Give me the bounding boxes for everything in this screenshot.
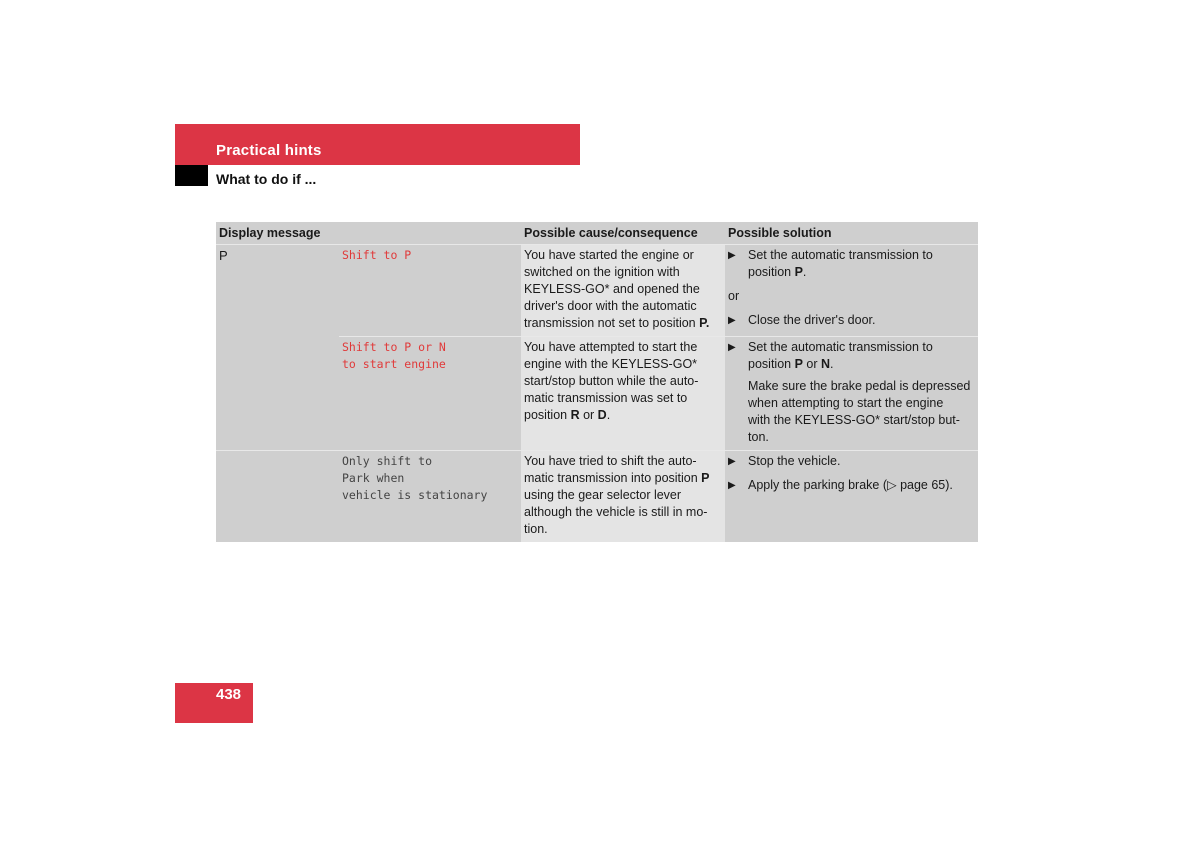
display-code [216, 245, 339, 451]
or-separator: or [728, 289, 740, 303]
message-line: Shift to P [342, 248, 412, 262]
solution-cell [725, 337, 978, 451]
solution-text: Set the automatic transmission to [748, 340, 933, 354]
arrow-right-icon: ▶ [728, 315, 736, 326]
table-row [216, 245, 978, 337]
message-line: Only shift to [342, 454, 433, 468]
page-subtitle: What to do if ... [216, 171, 317, 187]
cause-cell [521, 337, 725, 451]
cause-line [524, 470, 722, 487]
solution-step [728, 312, 975, 329]
arrow-right-icon: ▶ [728, 250, 736, 261]
solution-bold: P [794, 357, 803, 371]
cause-text: . [606, 408, 611, 422]
cause-bold: D [597, 408, 607, 422]
solution-step [728, 453, 975, 470]
solution-text: position [748, 357, 795, 371]
cause-line: using the gear selector lever [524, 488, 682, 502]
page-number: 438 [216, 686, 242, 703]
display-code [216, 451, 339, 543]
column-header-cause: Possible cause/consequence [521, 222, 725, 245]
cause-bold: R [570, 408, 580, 422]
solution-step [728, 339, 975, 373]
cause-text: or [579, 408, 598, 422]
arrow-right-icon: ▶ [728, 480, 736, 491]
message-line: Park when [342, 471, 405, 485]
cause-line: You have tried to shift the auto- [524, 454, 697, 468]
page-number-box [175, 683, 253, 723]
cause-bold: P [701, 471, 710, 485]
solution-cell [725, 451, 978, 543]
message-line: to start engine [342, 357, 446, 371]
solution-step-text [748, 339, 975, 373]
solution-cell [725, 245, 978, 337]
cause-line: KEYLESS-GO* and opened the [524, 282, 700, 296]
cause-line: switched on the ignition with [524, 265, 680, 279]
cause-line: You have attempted to start the [524, 340, 698, 354]
solution-note [748, 378, 975, 446]
table-header-row [216, 222, 978, 245]
solution-text: position [748, 265, 795, 279]
cause-line [524, 407, 722, 424]
solution-bold: P [794, 265, 803, 279]
section-title: Practical hints [216, 142, 322, 159]
column-header-display-message: Display message [216, 222, 521, 245]
message-line: Shift to P or N [342, 340, 446, 354]
cause-text: matic transmission into position [524, 471, 702, 485]
solution-step-text: Stop the vehicle. [748, 454, 841, 468]
note-line: when attempting to start the engine [748, 396, 944, 410]
display-code-text: P [219, 248, 228, 263]
note-line: Make sure the brake pedal is depressed [748, 379, 971, 393]
solution-text: or [802, 357, 821, 371]
cause-cell [521, 451, 725, 543]
solution-step [728, 247, 975, 281]
arrow-right-icon: ▶ [728, 342, 736, 353]
table-row [216, 451, 978, 543]
header-bar [175, 124, 580, 165]
column-header-solution: Possible solution [725, 222, 978, 245]
display-message [339, 451, 521, 543]
cause-line: although the vehicle is still in mo- [524, 505, 708, 519]
solution-text: Set the automatic transmission to [748, 248, 933, 262]
display-message [339, 245, 521, 337]
cause-text: position [524, 408, 571, 422]
cause-line: matic transmission was set to [524, 391, 688, 405]
cause-cell [521, 245, 725, 337]
solution-text: . [830, 357, 834, 371]
cause-line: engine with the KEYLESS-GO* [524, 357, 698, 371]
cause-line: driver's door with the automatic [524, 299, 697, 313]
solution-text: . [802, 265, 807, 279]
arrow-right-icon: ▶ [728, 456, 736, 467]
display-message [339, 337, 521, 451]
solution-bold: N [820, 357, 831, 371]
cause-line: start/stop button while the auto- [524, 374, 699, 388]
note-line: with the KEYLESS-GO* start/stop but- [748, 413, 960, 427]
display-message-table [216, 222, 978, 542]
cause-line: You have started the engine or [524, 248, 694, 262]
note-line: ton. [748, 430, 769, 444]
solution-step-text [748, 247, 975, 281]
solution-step-text: Apply the parking brake (▷ page 65). [748, 478, 953, 492]
solution-step-text: Close the driver's door. [748, 313, 876, 327]
cause-text: transmission not set to position [524, 316, 700, 330]
cause-line: tion. [524, 522, 548, 536]
cause-line [524, 315, 722, 332]
message-line: vehicle is stationary [342, 488, 488, 502]
cause-bold: P. [699, 316, 710, 330]
solution-step [728, 477, 975, 494]
section-marker [175, 165, 208, 186]
